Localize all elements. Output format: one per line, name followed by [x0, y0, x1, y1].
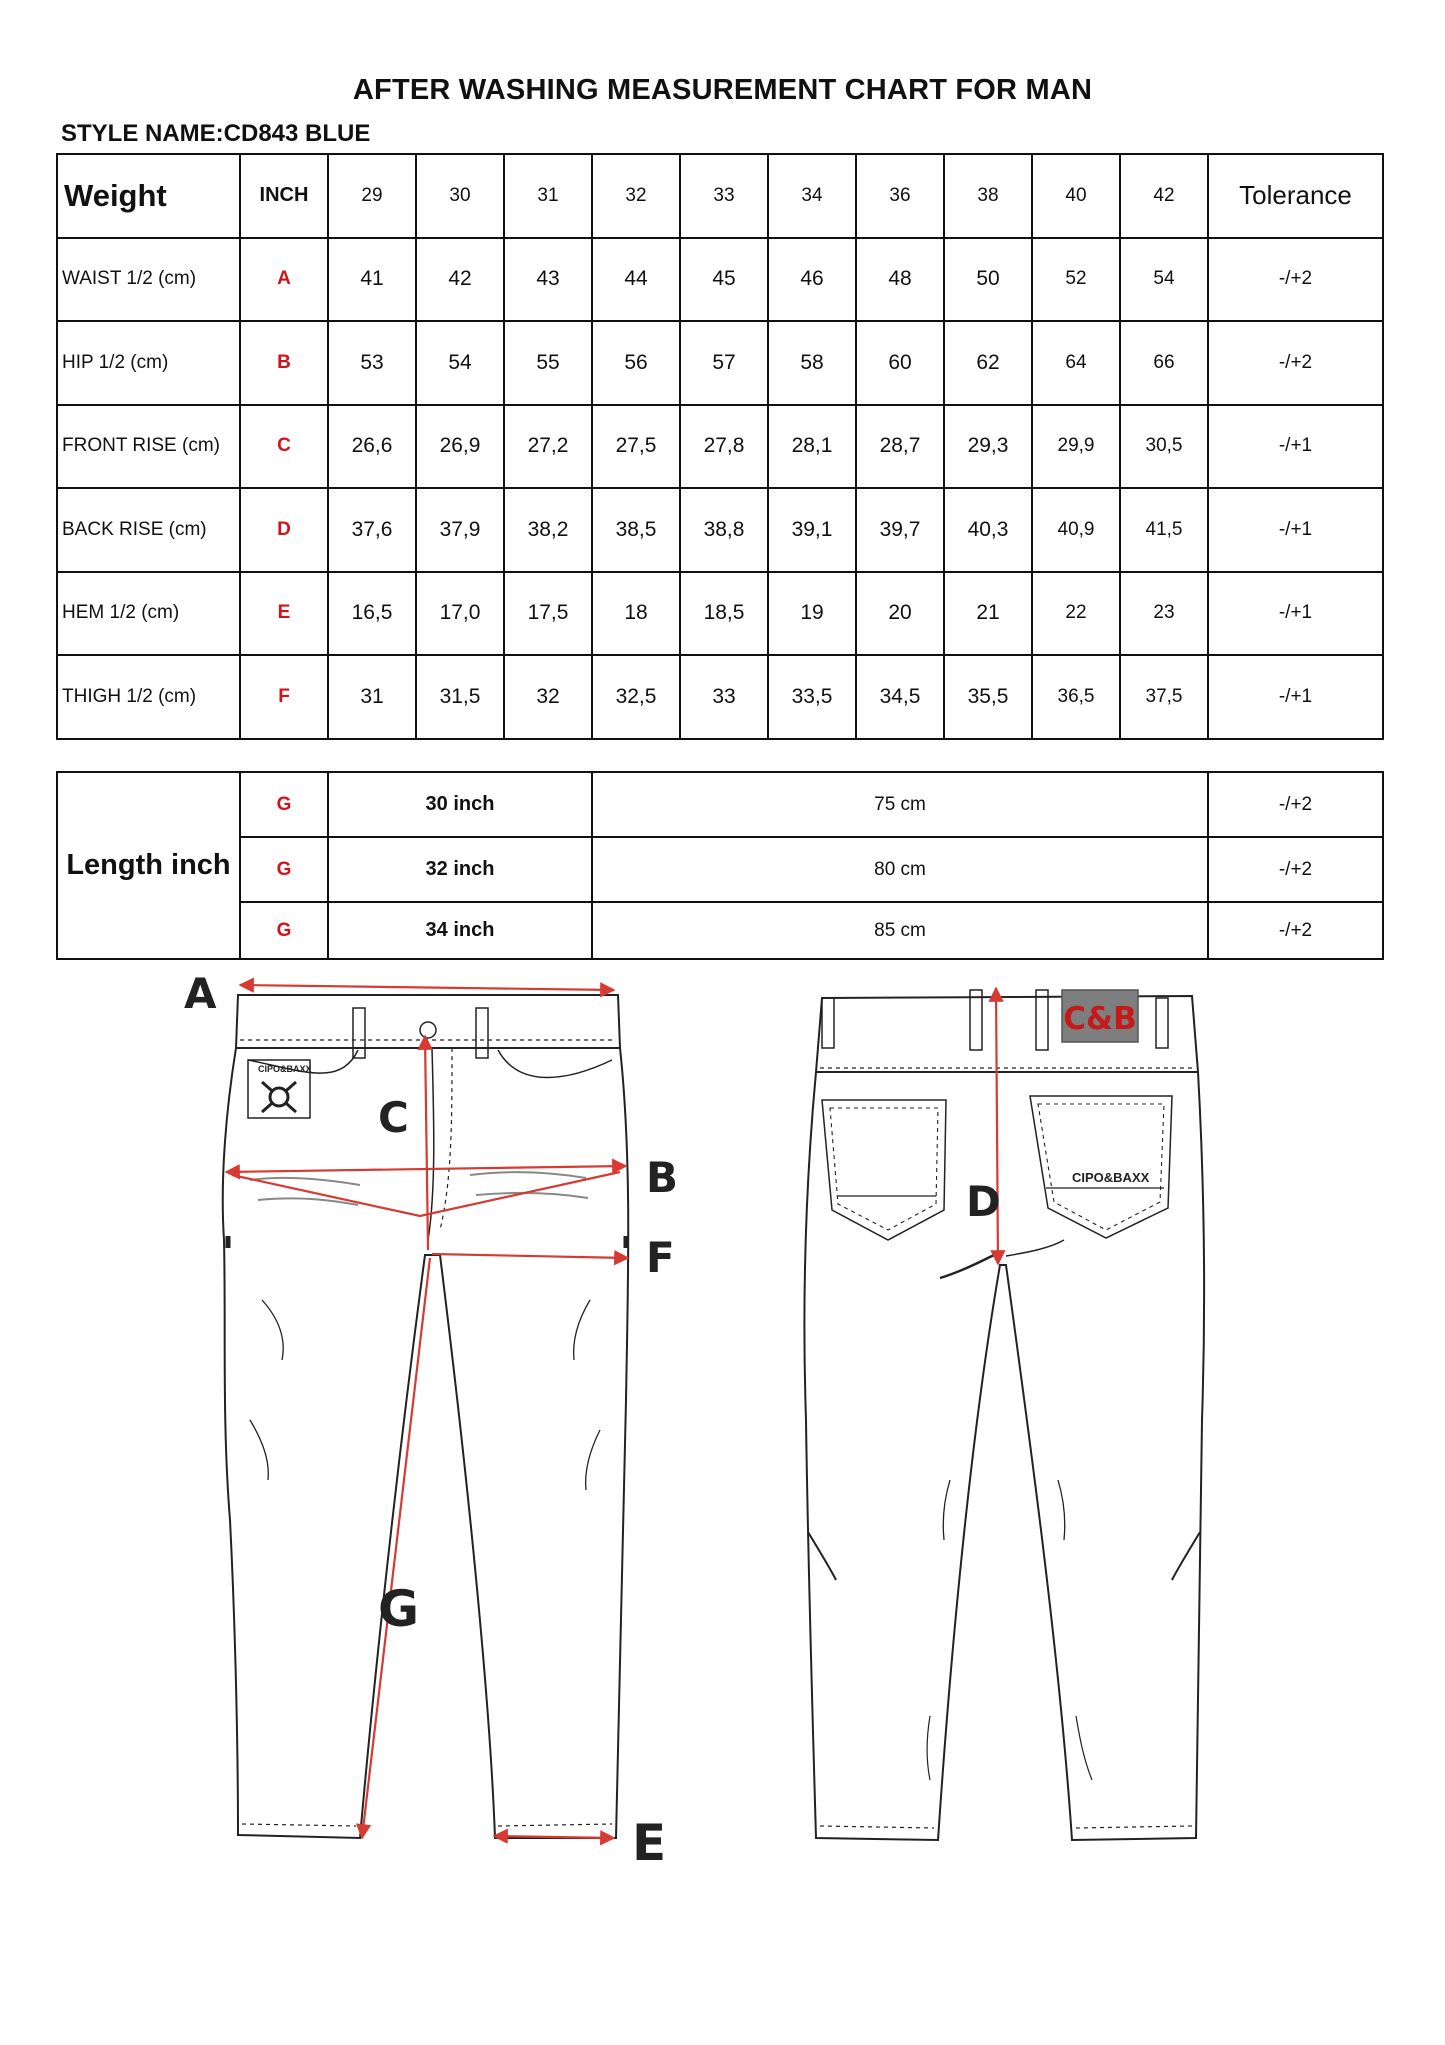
size-header: 42: [1120, 154, 1208, 238]
tolerance-cell: -/+2: [1208, 772, 1383, 837]
table-row: [57, 837, 1383, 902]
size-header: 36: [856, 154, 944, 238]
size-header-row: [57, 154, 1383, 238]
length-cm: 85 cm: [592, 902, 1208, 959]
table-cell: 38,2: [504, 488, 592, 572]
measurement-label: HEM 1/2 (cm): [57, 572, 240, 656]
table-cell: 18: [592, 572, 680, 656]
measurement-code: F: [240, 655, 328, 739]
measurement-label: HIP 1/2 (cm): [57, 321, 240, 405]
table-cell: 50: [944, 238, 1032, 322]
weight-header: Weight: [57, 154, 240, 238]
table-cell: 58: [768, 321, 856, 405]
table-row: [57, 405, 1383, 489]
tolerance-cell: -/+1: [1208, 405, 1383, 489]
table-cell: 16,5: [328, 572, 416, 656]
table-cell: 27,5: [592, 405, 680, 489]
length-measurement-table: [56, 771, 1384, 960]
table-cell: 37,5: [1120, 655, 1208, 739]
table-cell: 29,9: [1032, 405, 1120, 489]
arrow-g-inseam: [362, 1258, 430, 1838]
table-cell: 41,5: [1120, 488, 1208, 572]
table-cell: 33: [680, 655, 768, 739]
measurement-code: G: [240, 772, 328, 837]
tolerance-header: Tolerance: [1208, 154, 1383, 238]
table-cell: 38,5: [592, 488, 680, 572]
measurement-code: D: [240, 488, 328, 572]
table-cell: 17,0: [416, 572, 504, 656]
size-header: 33: [680, 154, 768, 238]
table-cell: 17,5: [504, 572, 592, 656]
measurement-code: A: [240, 238, 328, 322]
front-patch-label: CIPO&BAXX: [258, 1064, 312, 1074]
size-measurement-table: [56, 153, 1384, 740]
table-cell: 45: [680, 238, 768, 322]
table-cell: 18,5: [680, 572, 768, 656]
letter-e: E: [632, 1814, 667, 1872]
table-cell: 38,8: [680, 488, 768, 572]
length-label: Length inch: [57, 772, 240, 959]
table-cell: 39,7: [856, 488, 944, 572]
table-cell: 34,5: [856, 655, 944, 739]
table-cell: 54: [1120, 238, 1208, 322]
table-cell: 20: [856, 572, 944, 656]
table-cell: 36,5: [1032, 655, 1120, 739]
table-row: [57, 488, 1383, 572]
table-cell: 46: [768, 238, 856, 322]
back-view-jeans: [804, 990, 1204, 1840]
measurement-code: C: [240, 405, 328, 489]
tolerance-cell: -/+1: [1208, 572, 1383, 656]
size-header: 31: [504, 154, 592, 238]
table-cell: 27,8: [680, 405, 768, 489]
measurement-code: G: [240, 902, 328, 959]
table-cell: 37,9: [416, 488, 504, 572]
table-cell: 26,6: [328, 405, 416, 489]
table-cell: 32,5: [592, 655, 680, 739]
table-cell: 28,7: [856, 405, 944, 489]
table-cell: 53: [328, 321, 416, 405]
size-header: 38: [944, 154, 1032, 238]
table-row: [57, 321, 1383, 405]
table-row: [57, 572, 1383, 656]
inch-header: INCH: [240, 154, 328, 238]
tolerance-cell: -/+1: [1208, 488, 1383, 572]
measurement-label: BACK RISE (cm): [57, 488, 240, 572]
table-cell: 44: [592, 238, 680, 322]
size-header: 30: [416, 154, 504, 238]
table-cell: 52: [1032, 238, 1120, 322]
table-row: [57, 902, 1383, 959]
letter-f: F: [646, 1233, 675, 1282]
table-cell: 64: [1032, 321, 1120, 405]
jeans-measurement-diagram: [0, 960, 1445, 1900]
size-header: 34: [768, 154, 856, 238]
measurement-code: E: [240, 572, 328, 656]
measurement-label: FRONT RISE (cm): [57, 405, 240, 489]
letter-c: C: [378, 1093, 409, 1142]
letter-a: A: [184, 969, 217, 1018]
table-cell: 37,6: [328, 488, 416, 572]
table-row: [57, 772, 1383, 837]
table-cell: 28,1: [768, 405, 856, 489]
measurement-label: WAIST 1/2 (cm): [57, 238, 240, 322]
arrow-c-front-rise: [425, 1036, 428, 1250]
table-cell: 31: [328, 655, 416, 739]
table-cell: 39,1: [768, 488, 856, 572]
table-cell: 33,5: [768, 655, 856, 739]
tolerance-cell: -/+1: [1208, 655, 1383, 739]
page-title: AFTER WASHING MEASUREMENT CHART FOR MAN: [352, 74, 1093, 106]
measurement-label: THIGH 1/2 (cm): [57, 655, 240, 739]
table-cell: 56: [592, 321, 680, 405]
front-patch-logo-icon: [262, 1082, 296, 1112]
front-measurement-arrows: [226, 985, 628, 1838]
tolerance-cell: -/+2: [1208, 321, 1383, 405]
length-inch: 30 inch: [328, 772, 592, 837]
table-cell: 41: [328, 238, 416, 322]
table-cell: 43: [504, 238, 592, 322]
table-row: [57, 655, 1383, 739]
length-cm: 75 cm: [592, 772, 1208, 837]
table-cell: 60: [856, 321, 944, 405]
table-row: [57, 238, 1383, 322]
arrow-a-waist: [240, 985, 614, 990]
table-cell: 23: [1120, 572, 1208, 656]
tolerance-cell: -/+2: [1208, 238, 1383, 322]
table-cell: 29,3: [944, 405, 1032, 489]
table-cell: 32: [504, 655, 592, 739]
measurement-code: B: [240, 321, 328, 405]
back-logo-text: C&B: [1063, 1001, 1137, 1037]
measurement-code: G: [240, 837, 328, 902]
arrow-f-thigh: [432, 1254, 628, 1258]
table-cell: 31,5: [416, 655, 504, 739]
table-cell: 54: [416, 321, 504, 405]
table-cell: 27,2: [504, 405, 592, 489]
table-cell: 42: [416, 238, 504, 322]
size-header: 29: [328, 154, 416, 238]
table-cell: 40,3: [944, 488, 1032, 572]
table-cell: 26,9: [416, 405, 504, 489]
size-header: 40: [1032, 154, 1120, 238]
style-name: STYLE NAME:CD843 BLUE: [61, 120, 371, 147]
table-cell: 22: [1032, 572, 1120, 656]
tolerance-cell: -/+2: [1208, 902, 1383, 959]
length-inch: 34 inch: [328, 902, 592, 959]
length-inch: 32 inch: [328, 837, 592, 902]
length-cm: 80 cm: [592, 837, 1208, 902]
letter-d: D: [966, 1177, 1001, 1226]
table-cell: 21: [944, 572, 1032, 656]
table-cell: 40,9: [1032, 488, 1120, 572]
tolerance-cell: -/+2: [1208, 837, 1383, 902]
table-cell: 62: [944, 321, 1032, 405]
size-header: 32: [592, 154, 680, 238]
table-cell: 30,5: [1120, 405, 1208, 489]
table-cell: 66: [1120, 321, 1208, 405]
table-cell: 19: [768, 572, 856, 656]
table-cell: 35,5: [944, 655, 1032, 739]
letter-g: G: [378, 1580, 420, 1638]
table-cell: 48: [856, 238, 944, 322]
back-pocket-label: CIPO&BAXX: [1072, 1170, 1150, 1185]
table-cell: 57: [680, 321, 768, 405]
letter-b: B: [646, 1153, 679, 1202]
table-cell: 55: [504, 321, 592, 405]
